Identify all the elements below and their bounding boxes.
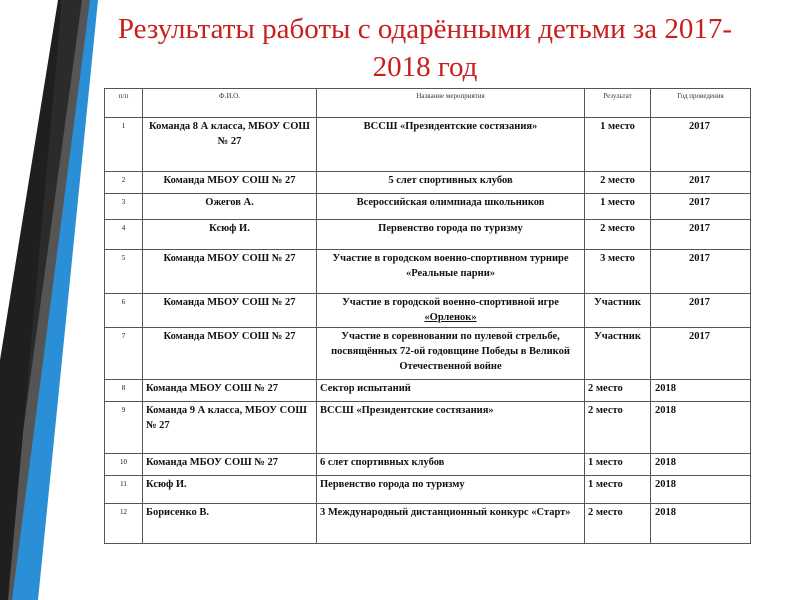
- row-name: Команда МБОУ СОШ № 27: [143, 294, 317, 328]
- row-name: Ксюф И.: [143, 220, 317, 250]
- row-name: Ксюф И.: [143, 476, 317, 504]
- row-event: 5 слет спортивных клубов: [317, 172, 585, 194]
- row-name: Ожегов А.: [143, 194, 317, 220]
- row-event: Участие в городском военно-спортивном турнире «Реальные парни»: [317, 250, 585, 294]
- row-event: 6 слет спортивных клубов: [317, 454, 585, 476]
- row-event: Сектор испытаний: [317, 380, 585, 402]
- row-result: 2 место: [585, 172, 651, 194]
- row-result: Участник: [585, 328, 651, 380]
- table-row: [105, 476, 751, 504]
- header-event: Название мероприятия: [317, 89, 585, 118]
- header-year: Год проведения: [651, 89, 751, 118]
- row-name: Команда МБОУ СОШ № 27: [143, 454, 317, 476]
- table-row: [105, 504, 751, 544]
- row-name: Команда МБОУ СОШ № 27: [143, 380, 317, 402]
- row-year: 2018: [651, 476, 751, 504]
- row-result: 1 место: [585, 454, 651, 476]
- table-row: [105, 294, 751, 328]
- row-event: ВССШ «Президентские состязания»: [317, 402, 585, 454]
- row-name: Борисенко В.: [143, 504, 317, 544]
- table-row: [105, 380, 751, 402]
- row-event: Первенство города по туризму: [317, 220, 585, 250]
- row-event: [317, 294, 585, 328]
- row-result: 2 место: [585, 402, 651, 454]
- row-result: 2 место: [585, 380, 651, 402]
- row-name: Команда 9 А класса, МБОУ СОШ № 27: [143, 402, 317, 454]
- row-event-text: Участие в городской военно-спортивной игре: [342, 297, 559, 308]
- row-name: Команда МБОУ СОШ № 27: [143, 250, 317, 294]
- row-year: 2017: [651, 118, 751, 172]
- table-row: [105, 194, 751, 220]
- row-number: 9: [105, 402, 143, 454]
- row-number: 3: [105, 194, 143, 220]
- row-number: 6: [105, 294, 143, 328]
- row-result: Участник: [585, 294, 651, 328]
- table-row: [105, 220, 751, 250]
- row-year: 2017: [651, 250, 751, 294]
- table-header-row: [105, 89, 751, 118]
- row-name: Команда МБОУ СОШ № 27: [143, 328, 317, 380]
- row-number: 8: [105, 380, 143, 402]
- row-result: 1 место: [585, 118, 651, 172]
- row-year: 2017: [651, 220, 751, 250]
- row-event-underlined: «Орленок»: [424, 312, 477, 323]
- table-row: [105, 172, 751, 194]
- row-year: 2017: [651, 172, 751, 194]
- table-row: [105, 250, 751, 294]
- row-event: Всероссийская олимпиада школьников: [317, 194, 585, 220]
- table-row: [105, 454, 751, 476]
- header-name: Ф.И.О.: [143, 89, 317, 118]
- table-row: [105, 118, 751, 172]
- row-number: 1: [105, 118, 143, 172]
- table-row: [105, 328, 751, 380]
- row-number: 11: [105, 476, 143, 504]
- header-result: Результат: [585, 89, 651, 118]
- row-number: 5: [105, 250, 143, 294]
- row-year: 2018: [651, 380, 751, 402]
- row-event: Участие в соревновании по пулевой стрельбе, посвящённых 72-ой годовщине Победы в Великой Отечественной войне: [317, 328, 585, 380]
- row-number: 10: [105, 454, 143, 476]
- row-year: 2017: [651, 194, 751, 220]
- table-row: [105, 402, 751, 454]
- row-event: ВССШ «Президентские состязания»: [317, 118, 585, 172]
- row-number: 7: [105, 328, 143, 380]
- row-name: Команда 8 А класса, МБОУ СОШ № 27: [143, 118, 317, 172]
- row-result: 2 место: [585, 220, 651, 250]
- row-number: 2: [105, 172, 143, 194]
- row-result: 1 место: [585, 194, 651, 220]
- row-event: 3 Международный дистанционный конкурс «Старт»: [317, 504, 585, 544]
- row-year: 2018: [651, 402, 751, 454]
- row-year: 2018: [651, 504, 751, 544]
- row-result: 2 место: [585, 504, 651, 544]
- row-event: Первенство города по туризму: [317, 476, 585, 504]
- row-year: 2017: [651, 294, 751, 328]
- row-result: 1 место: [585, 476, 651, 504]
- row-number: 4: [105, 220, 143, 250]
- row-name: Команда МБОУ СОШ № 27: [143, 172, 317, 194]
- header-number: п/п: [105, 89, 143, 118]
- page-title: Результаты работы с одарёнными детьми за 2017-2018 год: [117, 13, 733, 83]
- row-result: 3 место: [585, 250, 651, 294]
- row-year: 2017: [651, 328, 751, 380]
- results-table: [104, 88, 751, 544]
- row-year: 2018: [651, 454, 751, 476]
- row-number: 12: [105, 504, 143, 544]
